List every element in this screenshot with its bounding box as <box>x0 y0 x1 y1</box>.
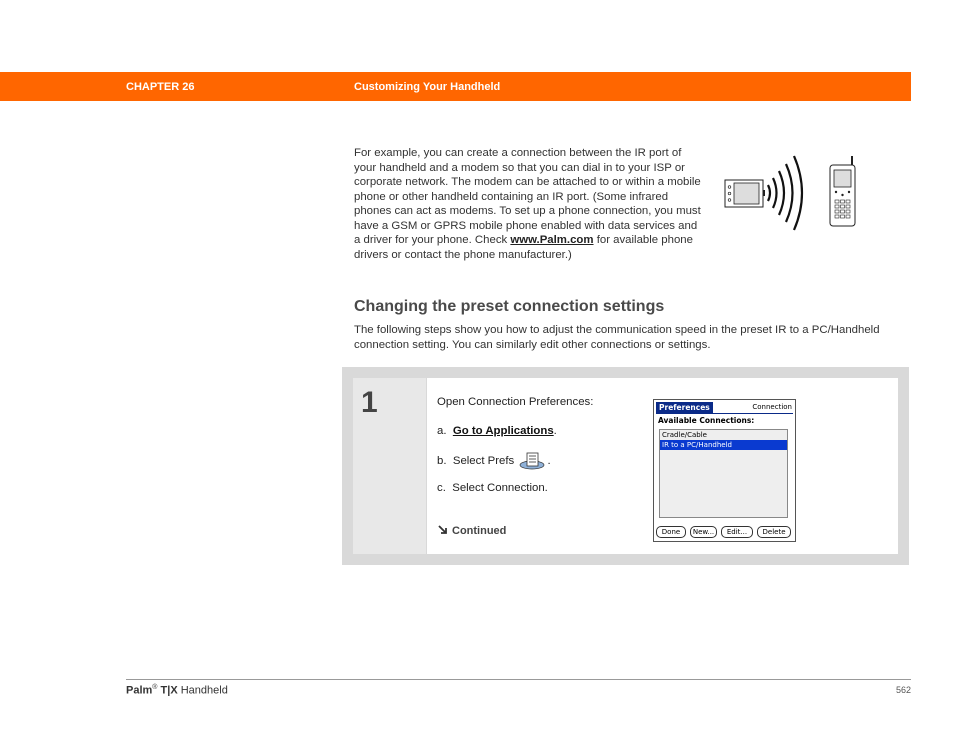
page-number: 562 <box>895 685 911 695</box>
step-c-text: Select Connection. <box>452 482 548 494</box>
palm-website-link[interactable]: www.Palm.com <box>510 234 594 246</box>
screenshot-category: Connection <box>752 403 792 411</box>
ir-connection-illustration <box>722 150 862 234</box>
chapter-header-bar <box>0 72 911 101</box>
done-button[interactable]: Done <box>656 526 686 538</box>
screenshot-titlebar <box>656 402 793 414</box>
intro-paragraph <box>354 146 704 262</box>
step-c-prefix: c. <box>437 482 446 494</box>
chapter-label: CHAPTER 26 <box>126 81 195 93</box>
step-a-prefix: a. <box>437 425 447 437</box>
intro-text-end: for available phone drivers or contact the phone manufacturer.) <box>354 234 693 261</box>
prefs-icon <box>519 452 545 470</box>
screenshot-button-row <box>656 526 793 537</box>
available-connections-label: Available Connections: <box>658 416 755 425</box>
step-number-column <box>353 378 426 554</box>
footer-divider <box>126 679 911 680</box>
screenshot-title: Preferences <box>656 402 713 413</box>
step-b-prefix: b. <box>437 455 447 467</box>
edit-button[interactable]: Edit... <box>721 526 753 538</box>
step-b-text: Select Prefs <box>452 455 515 467</box>
step-c <box>437 482 548 494</box>
step-content <box>427 378 898 554</box>
footer-model: T|X <box>157 684 178 697</box>
step-b <box>437 452 551 470</box>
handheld-icon <box>725 180 765 207</box>
footer-brand: Palm <box>126 684 153 697</box>
continued-label: Continued <box>452 525 507 537</box>
section-body: The following steps show you how to adjust the communication speed in the preset IR to a PC/Handheld connection setting. You can similarly edit other connections or settings. <box>354 324 880 351</box>
footer-product <box>126 684 228 697</box>
mobile-phone-icon <box>830 156 855 226</box>
step-intro: Open Connection Preferences: <box>437 396 594 408</box>
step-a-suffix: . <box>553 425 557 437</box>
step-number: 1 <box>361 386 378 419</box>
list-item[interactable]: IR to a PC/Handheld <box>660 440 787 450</box>
step-b-suffix: . <box>547 455 551 467</box>
new-button[interactable]: New... <box>690 526 717 538</box>
step-a <box>437 425 557 437</box>
step-panel <box>342 367 909 565</box>
footer-registered: ® <box>152 684 158 691</box>
go-to-applications-link[interactable]: Go to Applications <box>452 425 554 437</box>
infrared-waves-icon <box>768 156 802 230</box>
list-item[interactable]: Cradle/Cable <box>662 431 707 439</box>
footer-product-name: Handheld <box>177 684 228 697</box>
connection-prefs-screenshot <box>653 399 796 542</box>
continued-indicator <box>437 524 506 537</box>
connections-list <box>659 429 788 518</box>
chapter-title: Customizing Your Handheld <box>354 81 501 93</box>
section-heading: Changing the preset connection settings <box>354 298 665 315</box>
intro-text: For example, you can create a connection between the IR port of your handheld and a modem so that you can dial in to your ISP or corporate network. The modem can be attached to or within a mobile phone or other handheld containing an IR port. (Some infrared phones can act as modems. To set up a phone connection, you must have a GSM or GPRS mobile phone enabled with data services and a driver for your phone. Check <box>354 147 701 246</box>
delete-button[interactable]: Delete <box>757 526 791 538</box>
continued-arrow-icon <box>437 524 449 536</box>
